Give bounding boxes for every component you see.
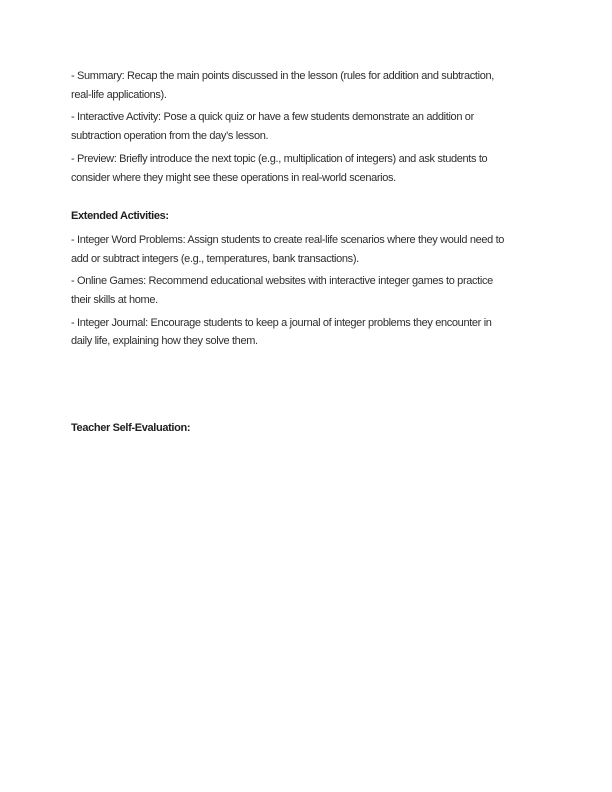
paragraph-summary bbox=[71, 67, 612, 104]
text-line: - Integer Journal: Encourage students to keep a journal of integer problems they encounter in bbox=[71, 316, 492, 329]
text-line: - Preview: Briefly introduce the next topic (e.g., multiplication of integers) and ask students to bbox=[71, 152, 488, 165]
heading-text: Teacher Self-Evaluation: bbox=[71, 422, 191, 435]
text-line: - Summary: Recap the main points discussed in the lesson (rules for addition and subtraction, bbox=[71, 70, 494, 82]
text-line: their skills at home. bbox=[71, 294, 158, 307]
text-line: subtraction operation from the day’s lesson. bbox=[71, 130, 269, 143]
text-line: consider where they might see these operations in real-world scenarios. bbox=[71, 171, 396, 184]
text-line: - Interactive Activity: Pose a quick quiz or have a few students demonstrate an addition or bbox=[71, 111, 474, 124]
paragraph-online-games bbox=[71, 272, 612, 309]
text-line: daily life, explaining how they solve them. bbox=[71, 335, 258, 348]
text-line: real-life applications). bbox=[71, 88, 167, 101]
heading-text: Extended Activities: bbox=[71, 210, 169, 223]
text-line: - Online Games: Recommend educational websites with interactive integer games to practice bbox=[71, 275, 493, 288]
document-content bbox=[71, 67, 612, 442]
paragraph-integer-word-problems bbox=[71, 231, 612, 268]
text-line: add or subtract integers (e.g., temperatures, bank transactions). bbox=[71, 252, 359, 265]
paragraph-integer-journal bbox=[71, 314, 612, 351]
paragraph-interactive-activity bbox=[71, 108, 612, 145]
paragraph-preview bbox=[71, 150, 612, 187]
section-heading-teacher-self-evaluation bbox=[71, 419, 612, 438]
section-heading-extended-activities bbox=[71, 207, 612, 226]
text-line: - Integer Word Problems: Assign students to create real-life scenarios where they would need to bbox=[71, 233, 505, 246]
